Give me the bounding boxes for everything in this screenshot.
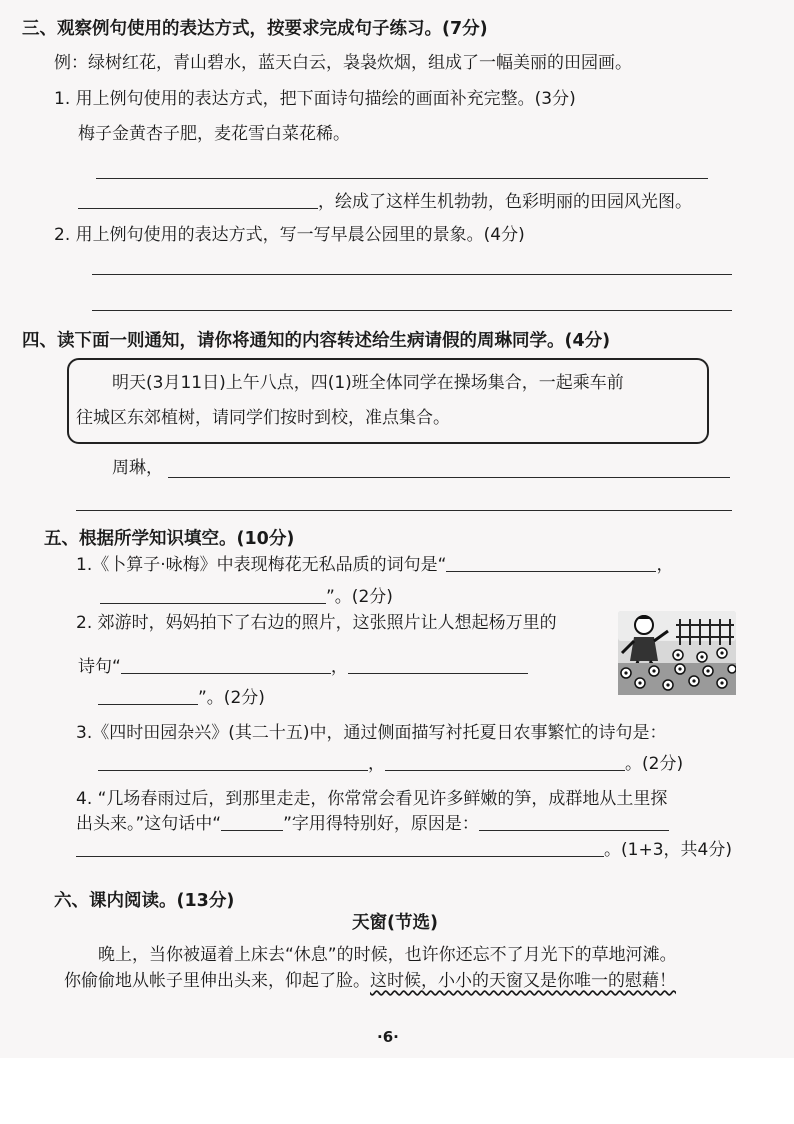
answer-blank[interactable] [446, 553, 656, 572]
question-3-2: 2. 用上例句使用的表达方式，写一写早晨公园里的景象。(4分) [54, 225, 525, 245]
reading-title: 天窗(节选) [352, 913, 438, 933]
page-margin [0, 1058, 794, 1124]
poem-line: 梅子金黄杏子肥，麦花雪白菜花稀。 [78, 124, 350, 144]
question-text: 诗句“ [78, 657, 121, 677]
question-5-2-answer: 诗句“ ， [78, 655, 528, 678]
tail-text: ，绘成了这样生机勃勃，色彩明丽的田园风光图。 [318, 192, 692, 212]
question-text: 1.《卜算子·咏梅》中表现梅花无私品质的词句是“ [76, 555, 447, 575]
answer-line[interactable] [76, 510, 732, 511]
marked-sentence: 这时候，小小的天窗又是你唯一的慰藉！ [370, 971, 676, 991]
answer-blank[interactable] [121, 655, 331, 674]
question-text: 出头来。”这句话中“ [76, 814, 222, 834]
answer-blank[interactable] [98, 752, 368, 771]
answer-line[interactable] [168, 477, 730, 478]
answer-blank[interactable] [348, 655, 528, 674]
answer-blank[interactable] [221, 812, 283, 831]
reading-paragraph-2 [64, 970, 676, 992]
section-6-heading: 六、课内阅读。(13分) [54, 891, 235, 911]
reading-paragraph-1: 晚上，当你被逼着上床去“休息”的时候，也许你还忘不了月光下的草地河滩。 [98, 945, 677, 965]
question-5-4: 4. “几场春雨过后，到那里走走，你常常会看见许多鲜嫩的笋，成群地从土里探 [76, 789, 668, 809]
answer-line[interactable] [92, 310, 732, 311]
answer-blank[interactable] [100, 585, 326, 604]
question-3-1-tail [78, 190, 692, 213]
reading-text: 你偷偷地从帐子里伸出头来，仰起了脸。 [64, 971, 370, 991]
notice-line-2: 往城区东郊植树，请同学们按时到校，准点集合。 [76, 408, 450, 428]
question-5-4-end [76, 838, 732, 861]
question-5-1: 1.《卜算子·咏梅》中表现梅花无私品质的词句是“ ， [76, 555, 674, 575]
answer-blank[interactable] [385, 752, 625, 771]
section-5-heading: 五、根据所学知识填空。(10分) [44, 529, 295, 549]
answer-blank[interactable] [479, 812, 669, 831]
question-5-2: 2. 郊游时，妈妈拍下了右边的照片，这张照片让人想起杨万里的 [76, 613, 557, 633]
answer-blank[interactable] [78, 190, 318, 209]
question-5-1-end [100, 585, 393, 608]
section-3-heading: 三、观察例句使用的表达方式，按要求完成句子练习。(7分) [22, 19, 488, 39]
question-5-2-end [98, 686, 265, 709]
answer-blank[interactable] [98, 686, 198, 705]
question-5-3-answer: ， 。(2分) [98, 752, 683, 775]
question-5-3: 3.《四时田园杂兴》(其二十五)中，通过侧面描写衬托夏日农事繁忙的诗句是： [76, 723, 667, 743]
score-text: ”。(2分) [326, 587, 393, 607]
notice-line-1: 明天(3月11日)上午八点，四(1)班全体同学在操场集合，一起乘车前 [112, 373, 624, 393]
notice-box [67, 358, 709, 444]
score-text: ”。(2分) [198, 688, 265, 708]
question-5-4-line2 [76, 812, 669, 835]
answer-label-zhoulin: 周琳， [112, 458, 163, 478]
score-text: 。(2分) [625, 754, 684, 774]
answer-blank[interactable] [76, 838, 604, 857]
question-3-1: 1. 用上例句使用的表达方式，把下面诗句描绘的画面补充完整。(3分) [54, 89, 576, 109]
section-4-heading: 四、读下面一则通知，请你将通知的内容转述给生病请假的周琳同学。(4分) [22, 331, 611, 351]
score-text: 。(1+3，共4分) [604, 840, 732, 860]
outing-photo [618, 611, 736, 695]
example-sentence: 例：绿树红花，青山碧水，蓝天白云，袅袅炊烟，组成了一幅美丽的田园画。 [54, 53, 632, 73]
answer-line[interactable] [92, 274, 732, 275]
page-number: ·6· [377, 1028, 399, 1046]
question-text: ”字用得特别好，原因是： [283, 814, 479, 834]
answer-line[interactable] [96, 178, 708, 179]
